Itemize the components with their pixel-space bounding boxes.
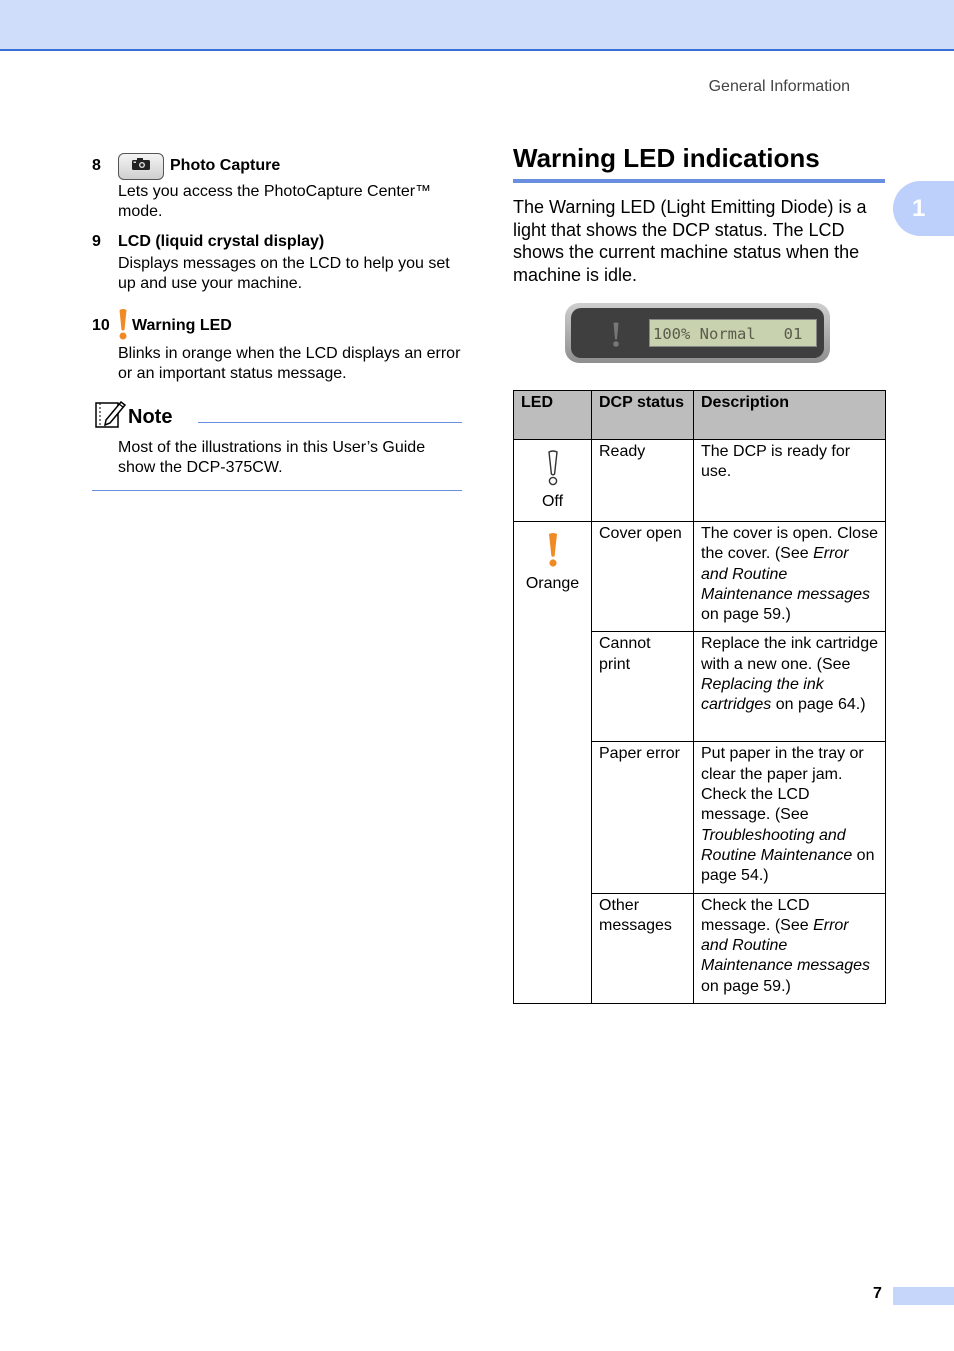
- table-header-description: Description: [694, 391, 886, 440]
- camera-icon: [131, 157, 151, 176]
- table-header-led: LED: [514, 391, 592, 440]
- description-reference: Error and Routine Maintenance messages: [701, 545, 870, 603]
- running-header: General Information: [708, 78, 850, 95]
- table-header-status: DCP status: [592, 391, 694, 440]
- led-off-icon: [546, 473, 560, 490]
- item-warning-led-heading: [92, 308, 462, 344]
- item-number: 9: [92, 233, 101, 250]
- note-pencil-icon: [94, 398, 126, 435]
- description-cell: [694, 742, 886, 893]
- status-cell: Cannot print: [592, 632, 694, 742]
- item-title: Photo Capture: [170, 157, 281, 174]
- left-column: [92, 150, 462, 491]
- status-cell: Ready: [592, 440, 694, 522]
- description-page: on page 59.): [701, 606, 791, 624]
- description-text: Check the LCD message. (See: [701, 896, 814, 934]
- lcd-panel-illustration: [565, 303, 830, 363]
- note-bottom-divider: [92, 490, 462, 491]
- right-column: [513, 143, 885, 343]
- description-cell: [694, 522, 886, 632]
- warning-led-icon: [118, 308, 128, 345]
- intro-paragraph: The Warning LED (Light Emitting Diode) is a light that shows the DCP status. The LCD shows the current machine status when the machine is idle.: [513, 197, 867, 285]
- description-text: The DCP is ready for use.: [701, 443, 851, 481]
- description-page: on page 64.): [771, 696, 866, 714]
- table-row: [514, 440, 886, 522]
- item-description: Blinks in orange when the LCD displays an error or an important status message.: [118, 345, 461, 382]
- description-reference: Troubleshooting and Routine Maintenance: [701, 826, 853, 864]
- description-page: on page 59.): [701, 977, 791, 995]
- item-number: 8: [92, 157, 101, 174]
- lcd-bezel: [571, 308, 824, 358]
- table-row: [514, 522, 886, 632]
- note-header: [92, 398, 462, 438]
- description-reference: Error and Routine Maintenance messages: [701, 916, 870, 975]
- item-description: Displays messages on the LCD to help you set up and use your machine.: [118, 255, 450, 292]
- description-text: Replace the ink cartridge with a new one. (See: [701, 635, 878, 673]
- led-off-cell: [514, 440, 592, 522]
- status-cell: Cover open: [592, 522, 694, 632]
- description-cell: [694, 440, 886, 522]
- page-number: 7: [873, 1285, 882, 1302]
- top-banner: [0, 0, 954, 51]
- note-text: Most of the illustrations in this User’s Guide show the DCP-375CW.: [118, 439, 426, 476]
- item-title: LCD (liquid crystal display): [118, 233, 325, 250]
- item-lcd-heading: [92, 226, 462, 258]
- led-orange-cell: [514, 522, 592, 1004]
- description-reference: Replacing the ink cartridges: [701, 676, 824, 714]
- description-text: The cover is open. Close the cover. (See: [701, 525, 878, 563]
- led-orange-icon: [546, 555, 560, 572]
- status-cell: Paper error: [592, 742, 694, 893]
- note-title: Note: [128, 406, 173, 428]
- chapter-tab: 1: [893, 181, 954, 236]
- led-orange-label: Orange: [525, 575, 580, 593]
- description-cell: [694, 632, 886, 742]
- section-title: Warning LED indications: [513, 143, 885, 183]
- note-divider: [198, 422, 462, 423]
- item-photo-capture-heading: [92, 150, 462, 182]
- table-header-row: [514, 391, 886, 440]
- page-number-bar: [893, 1287, 954, 1305]
- item-title: Warning LED: [132, 317, 232, 334]
- photo-capture-button-icon: [118, 153, 164, 180]
- item-description: Lets you access the PhotoCapture Center™ mode.: [118, 183, 432, 220]
- warning-led-table: [513, 390, 886, 1004]
- lcd-screen-text: 100% Normal 01: [649, 319, 817, 347]
- status-cell: Other messages: [592, 893, 694, 1003]
- panel-warning-led-icon: [612, 322, 620, 353]
- description-cell: [694, 893, 886, 1003]
- led-off-label: Off: [541, 493, 564, 511]
- description-page: on page 54.): [701, 846, 875, 885]
- description-text: Put paper in the tray or clear the paper jam. Check the LCD message. (See: [701, 745, 864, 824]
- item-number: 10: [92, 317, 110, 334]
